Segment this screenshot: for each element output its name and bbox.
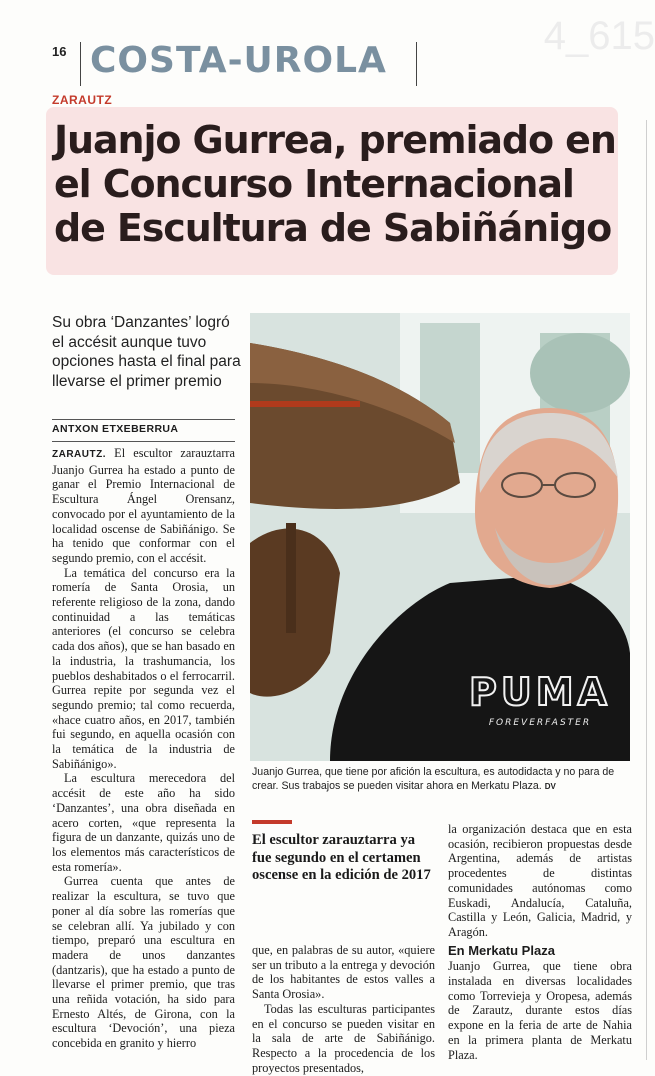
shirt-logo: PUMA: [469, 670, 611, 714]
shirt-tagline: FOREVERFASTER: [488, 718, 592, 728]
kicker: ZARAUTZ: [52, 93, 113, 107]
caption-text: Juanjo Gurrea, que tiene por afición la escultura, es autodidacta y no para de crear. Sus trabajos se pueden visitar ahora en Merkatu Plaza.: [252, 766, 615, 792]
page-number: 16: [52, 44, 67, 59]
photo-illustration: [250, 313, 630, 761]
body-column-3: [448, 822, 632, 1062]
byline-rule-top: [52, 419, 235, 420]
section-divider-left: [80, 42, 81, 86]
paragraph-2: La temática del concurso era la romería de Santa Orosia, un referente religioso de la zona, dando continuidad a las temáticas anteriores (el concurso se celebra cada dos años), que se han basado en la industria, la trashumancia, los pueblos deshabitados o el ferrocarril. Gurrea repite por segunda vez el segundo premio; tal como recuerda, «hace cuatro años, en 2017, también fui segundo, en aquella ocasión con la temática de la industria de Sabiñánigo».: [52, 565, 235, 771]
ghost-stamp: 4_615: [543, 14, 655, 58]
paragraph-4: Gurrea cuenta que antes de realizar la escultura, se tuvo que poner al día sobre las romerías que se celebran allí. Ya jubilado y con tiempo, preparó una escultura en madera de unos danzantes (dantzaris), que ha estado a punto de llevarse el primer premio, que tras una reñida votación, ha sido para Ernesto Altés, de Girona, con la escultura ‘Devoción’, una pieza concebida en granito y hierro: [52, 874, 235, 1051]
headline: Juanjo Gurrea, premiado en el Concurso Internacional de Escultura de Sabiñánigo: [54, 118, 616, 250]
subheading: En Merkatu Plaza: [448, 942, 555, 958]
pull-quote-rule: [252, 820, 292, 824]
paragraph-6: Todas las esculturas participantes en el concurso se pueden visitar en la sala de arte de Sabiñánigo. Respecto a la procedencia de los proyectos presentados,: [252, 1001, 435, 1075]
standfirst: Su obra ‘Danzantes’ logró el accésit aunque tuvo opciones hasta el final para llevarse el primer premio: [52, 314, 241, 390]
body-column-2: [252, 943, 435, 1075]
paragraph-8: Juanjo Gurrea, que tiene obra instalada en diversas localidades como Torrevieja y Oropesa, además de Zarautz, durante estos días expone en la feria de arte de Nahia en la primera planta de Merkatu Plaza.: [448, 959, 632, 1062]
photo-caption: [252, 765, 630, 794]
paragraph-3: La escultura merecedora del accésit de este año ha sido ‘Danzantes’, una obra diseñada en acero corten, «que representa la figura de un danzante, quizás uno de los elementos más característicos de esta romería».: [52, 771, 235, 874]
paragraph-1-text: El escultor zarauztarra Juanjo Gurrea ha estado a punto de ganar el Premio Internacional de Escultura Ángel Orensanz, convocado por el ayuntamiento de la localidad oscense de Sabiñánigo. Se ha tenido que conformar con el segundo premio, con el accésit.: [52, 446, 235, 565]
byline-rule-bottom: [52, 441, 235, 442]
pull-quote: El escultor zarauztarra ya fue segundo en el certamen oscense en la edición de 2017: [252, 832, 431, 883]
article-photo: [250, 313, 630, 761]
paragraph-7: la organización destaca que en esta ocasión, recibieron propuestas desde Argentina, además de artistas procedentes de distintas comunidades autónomas como Euskadi, Andalucía, Cataluña, Castilla y León, Galicia, Madrid, y Aragón.: [448, 822, 632, 939]
paragraph-1: [52, 446, 235, 566]
section-divider-right: [416, 42, 417, 86]
body-column-1: [52, 446, 235, 1051]
section-title: COSTA-UROLA: [90, 40, 387, 81]
dateline: ZARAUTZ.: [52, 449, 106, 460]
paragraph-5: que, en palabras de su autor, «quiere ser un tributo a la entrega y devoción de los habitantes de estos valles a Santa Orosia».: [252, 943, 435, 1002]
photo-credit: DV: [544, 782, 556, 791]
byline: ANTXON ETXEBERRUA: [52, 423, 179, 435]
page-edge: [646, 120, 647, 1060]
